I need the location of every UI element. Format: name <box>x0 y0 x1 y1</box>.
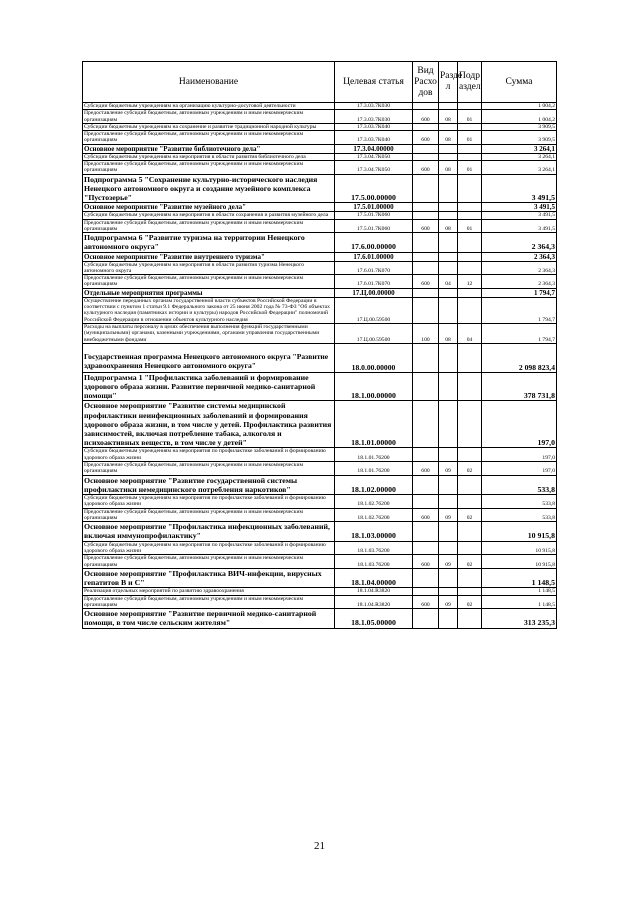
row-target-article-cell: 18.1.03.00000 <box>335 522 413 541</box>
row-sum-cell: 2 364,3 <box>482 261 557 275</box>
row-sum-cell: 3 264,1 <box>482 161 557 175</box>
row-sum-cell: 1 794,7 <box>482 323 557 343</box>
row-sum-cell: 10 915,8 <box>482 555 557 569</box>
row-target-article-cell: 18.1.04.R3820 <box>335 595 413 609</box>
row-name-cell: Предоставление субсидий бюджетным, автономным учреждениям и иным некоммерческим организациям <box>83 219 335 233</box>
table-row <box>83 219 557 233</box>
row-target-article-cell: 17.3.03.7К040 <box>335 123 413 130</box>
row-target-article-cell: 17.5.01.7К060 <box>335 212 413 219</box>
row-section-cell: 08 <box>439 219 458 233</box>
row-subsection-cell <box>458 252 482 261</box>
row-expense-type-cell <box>413 212 439 219</box>
row-subsection-cell <box>458 144 482 153</box>
row-expense-type-cell <box>413 522 439 541</box>
row-name-cell: Предоставление субсидий бюджетным, автономным учреждениям и иным некоммерческим организациям <box>83 161 335 175</box>
row-sum-cell: 533,8 <box>482 475 557 494</box>
row-section-cell: 04 <box>439 275 458 289</box>
row-subsection-cell <box>458 153 482 160</box>
row-expense-type-cell <box>413 252 439 261</box>
row-name-cell: Основное мероприятие "Развитие музейного дела" <box>83 203 335 212</box>
row-expense-type-cell <box>413 343 439 372</box>
row-section-cell <box>439 541 458 555</box>
row-section-cell: 08 <box>439 161 458 175</box>
row-section-cell <box>439 297 458 323</box>
row-section-cell <box>439 233 458 252</box>
row-subsection-cell <box>458 123 482 130</box>
table-row <box>83 161 557 175</box>
row-section-cell <box>439 103 458 110</box>
row-target-article-cell: 18.1.02.76200 <box>335 508 413 522</box>
budget-table-page <box>82 61 556 629</box>
row-name-cell: Основное мероприятие "Развитие государственной системы профилактики немедицинского потребления наркотиков" <box>83 475 335 494</box>
row-name-cell: Основное мероприятие "Развитие библиотечного дела" <box>83 144 335 153</box>
table-row <box>83 233 557 252</box>
row-sum-cell: 378 731,8 <box>482 372 557 401</box>
row-target-article-cell: 18.1.01.76200 <box>335 462 413 476</box>
row-subsection-cell <box>458 261 482 275</box>
row-name-cell: Предоставление субсидий бюджетным, автономным учреждениям и иным некоммерческим организациям <box>83 595 335 609</box>
row-expense-type-cell: 600 <box>413 131 439 145</box>
row-expense-type-cell: 100 <box>413 323 439 343</box>
row-subsection-cell: 01 <box>458 110 482 124</box>
table-row <box>83 609 557 628</box>
row-target-article-cell: 17.Ц.00.00000 <box>335 288 413 297</box>
row-subsection-cell <box>458 174 482 203</box>
table-row <box>83 475 557 494</box>
row-section-cell <box>439 401 458 448</box>
row-target-article-cell: 17.3.03.7К030 <box>335 110 413 124</box>
table-row <box>83 323 557 343</box>
row-name-cell: Предоставление субсидий бюджетным, автономным учреждениям и иным некоммерческим организациям <box>83 275 335 289</box>
row-sum-cell: 1 148,5 <box>482 588 557 595</box>
row-name-cell: Основное мероприятие "Профилактика инфекционных заболеваний, включая иммунопрофилактику" <box>83 522 335 541</box>
row-sum-cell: 1 148,5 <box>482 568 557 587</box>
row-sum-cell: 3 909,5 <box>482 123 557 130</box>
row-target-article-cell: 18.1.02.00000 <box>335 475 413 494</box>
row-sum-cell: 533,8 <box>482 508 557 522</box>
row-subsection-cell <box>458 233 482 252</box>
row-subsection-cell <box>458 103 482 110</box>
table-row <box>83 462 557 476</box>
table-row <box>83 174 557 203</box>
row-expense-type-cell <box>413 203 439 212</box>
row-section-cell <box>439 588 458 595</box>
row-subsection-cell <box>458 495 482 509</box>
row-subsection-cell: 02 <box>458 508 482 522</box>
budget-table <box>82 61 557 629</box>
row-subsection-cell: 02 <box>458 555 482 569</box>
row-name-cell: Предоставление субсидий бюджетным, автономным учреждениям и иным некоммерческим организациям <box>83 555 335 569</box>
row-section-cell <box>439 123 458 130</box>
row-expense-type-cell: 600 <box>413 555 439 569</box>
row-section-cell <box>439 448 458 462</box>
row-name-cell: Субсидии бюджетным учреждениям на мероприятия в области развития библиотечного дела <box>83 153 335 160</box>
row-sum-cell: 2 364,3 <box>482 275 557 289</box>
row-section-cell <box>439 609 458 628</box>
row-target-article-cell: 17.6.01.00000 <box>335 252 413 261</box>
table-row <box>83 522 557 541</box>
row-section-cell <box>439 203 458 212</box>
row-section-cell <box>439 212 458 219</box>
table-row <box>83 110 557 124</box>
row-expense-type-cell <box>413 401 439 448</box>
row-section-cell: 08 <box>439 323 458 343</box>
row-subsection-cell <box>458 297 482 323</box>
row-expense-type-cell <box>413 568 439 587</box>
row-expense-type-cell: 600 <box>413 508 439 522</box>
row-sum-cell: 3 909,5 <box>482 131 557 145</box>
row-sum-cell: 1 004,2 <box>482 103 557 110</box>
row-name-cell: Субсидии бюджетным учреждениям на мероприятия в области развития туризма Ненецкого автономного округа <box>83 261 335 275</box>
row-sum-cell: 10 915,8 <box>482 541 557 555</box>
table-row <box>83 212 557 219</box>
row-expense-type-cell <box>413 297 439 323</box>
row-name-cell: Субсидии бюджетным учреждениям на мероприятия по профилактике заболеваний и формированию здорового образа жизни <box>83 448 335 462</box>
row-expense-type-cell: 600 <box>413 161 439 175</box>
row-expense-type-cell <box>413 475 439 494</box>
row-target-article-cell: 17.3.04.7К050 <box>335 153 413 160</box>
row-section-cell <box>439 522 458 541</box>
row-expense-type-cell <box>413 609 439 628</box>
row-sum-cell: 533,8 <box>482 495 557 509</box>
row-target-article-cell: 18.1.01.76200 <box>335 448 413 462</box>
row-expense-type-cell: 600 <box>413 595 439 609</box>
table-row <box>83 297 557 323</box>
row-expense-type-cell: 600 <box>413 110 439 124</box>
row-subsection-cell <box>458 541 482 555</box>
row-sum-cell: 2 364,3 <box>482 252 557 261</box>
row-target-article-cell: 18.1.02.76200 <box>335 495 413 509</box>
row-section-cell: 09 <box>439 555 458 569</box>
row-expense-type-cell <box>413 174 439 203</box>
row-section-cell <box>439 372 458 401</box>
row-expense-type-cell <box>413 588 439 595</box>
row-section-cell: 09 <box>439 595 458 609</box>
table-row <box>83 595 557 609</box>
row-sum-cell: 3 264,1 <box>482 144 557 153</box>
row-sum-cell: 10 915,8 <box>482 522 557 541</box>
row-name-cell: Субсидии бюджетным учреждениям на мероприятия по профилактике заболеваний и формированию здорового образа жизни <box>83 541 335 555</box>
row-expense-type-cell <box>413 153 439 160</box>
row-expense-type-cell <box>413 495 439 509</box>
row-subsection-cell <box>458 288 482 297</box>
table-row <box>83 343 557 372</box>
table-row <box>83 275 557 289</box>
row-target-article-cell: 17.6.00.00000 <box>335 233 413 252</box>
row-sum-cell: 3 491,5 <box>482 174 557 203</box>
row-sum-cell: 1 794,7 <box>482 297 557 323</box>
row-section-cell: 09 <box>439 508 458 522</box>
row-expense-type-cell <box>413 541 439 555</box>
row-name-cell: Субсидии бюджетным учреждениям на сохранение и развитие традиционной народной культуры <box>83 123 335 130</box>
row-target-article-cell: 18.1.01.00000 <box>335 401 413 448</box>
row-sum-cell: 2 364,3 <box>482 233 557 252</box>
row-name-cell: Расходы на выплаты персоналу в целях обеспечения выполнения функций государственными (муниципальными) органами, казенными учреждениями, органами управления государственными внебюджетными фондами <box>83 323 335 343</box>
row-expense-type-cell <box>413 103 439 110</box>
row-section-cell <box>439 153 458 160</box>
row-section-cell <box>439 174 458 203</box>
row-subsection-cell: 01 <box>458 131 482 145</box>
row-expense-type-cell <box>413 288 439 297</box>
table-row <box>83 288 557 297</box>
table-header-row <box>83 62 557 103</box>
header-expense-type: Вид Расхо дов <box>413 62 439 103</box>
header-name: Наименование <box>83 62 335 103</box>
row-sum-cell: 3 491,5 <box>482 219 557 233</box>
table-row <box>83 448 557 462</box>
row-name-cell: Предоставление субсидий бюджетным, автономным учреждениям и иным некоммерческим организациям <box>83 110 335 124</box>
table-row <box>83 372 557 401</box>
page-number: 21 <box>314 840 325 852</box>
row-sum-cell: 197,0 <box>482 401 557 448</box>
row-subsection-cell: 01 <box>458 219 482 233</box>
row-name-cell: Подпрограмма 5 "Сохранение культурно-исторического наследия Ненецкого автономного округа и создание музейного комплекса "Пустозерье" <box>83 174 335 203</box>
row-section-cell <box>439 475 458 494</box>
row-target-article-cell: 17.Ц.00.59500 <box>335 297 413 323</box>
row-section-cell: 09 <box>439 462 458 476</box>
row-subsection-cell <box>458 203 482 212</box>
header-section: Разде л <box>439 62 458 103</box>
row-name-cell: Основное мероприятие "Развитие первичной медико-санитарной помощи, в том числе сельским жителям" <box>83 609 335 628</box>
row-target-article-cell: 18.1.00.00000 <box>335 372 413 401</box>
header-subsection: Подр аздел <box>458 62 482 103</box>
row-sum-cell: 3 491,5 <box>482 212 557 219</box>
row-target-article-cell: 18.1.04.00000 <box>335 568 413 587</box>
row-sum-cell: 3 264,1 <box>482 153 557 160</box>
row-name-cell: Предоставление субсидий бюджетным, автономным учреждениям и иным некоммерческим организациям <box>83 508 335 522</box>
header-sum: Сумма <box>482 62 557 103</box>
row-section-cell: 08 <box>439 110 458 124</box>
row-subsection-cell <box>458 372 482 401</box>
row-subsection-cell: 04 <box>458 323 482 343</box>
row-name-cell: Предоставление субсидий бюджетным, автономным учреждениям и иным некоммерческим организациям <box>83 462 335 476</box>
row-target-article-cell: 17.5.00.00000 <box>335 174 413 203</box>
row-target-article-cell: 17.3.03.7К040 <box>335 131 413 145</box>
row-target-article-cell: 17.3.03.7К030 <box>335 103 413 110</box>
row-name-cell: Реализация отдельных мероприятий по развитию здравоохранения <box>83 588 335 595</box>
row-name-cell: Основное мероприятие "Развитие системы медицинской профилактики неинфекционных заболеваний и формирования здорового образа жизни, в том числе у детей. Профилактика развития зависимостей, включая потребление табака, алкоголя и психоактивных веществ, в том числе у детей" <box>83 401 335 448</box>
table-row <box>83 508 557 522</box>
header-target-article: Целевая статья <box>335 62 413 103</box>
row-sum-cell: 2 098 823,4 <box>482 343 557 372</box>
row-sum-cell: 1 148,5 <box>482 595 557 609</box>
row-sum-cell: 197,0 <box>482 462 557 476</box>
row-name-cell: Подпрограмма 6 "Развитие туризма на территории Ненецкого автономного округа" <box>83 233 335 252</box>
row-section-cell <box>439 343 458 372</box>
row-target-article-cell: 18.0.00.00000 <box>335 343 413 372</box>
row-name-cell: Предоставление субсидий бюджетным, автономным учреждениям и иным некоммерческим организациям <box>83 131 335 145</box>
table-row <box>83 541 557 555</box>
row-target-article-cell: 18.1.03.76200 <box>335 555 413 569</box>
row-target-article-cell: 17.Ц.00.59500 <box>335 323 413 343</box>
row-expense-type-cell <box>413 144 439 153</box>
row-target-article-cell: 17.3.04.00000 <box>335 144 413 153</box>
row-section-cell: 08 <box>439 131 458 145</box>
row-subsection-cell <box>458 475 482 494</box>
row-subsection-cell <box>458 401 482 448</box>
row-sum-cell: 1 794,7 <box>482 288 557 297</box>
row-name-cell: Осуществление переданных органам государственной власти субъектов Российской Федерации в соответствии с пунктом 1 статьи 9.1 Федерального закона от 25 июня 2002 года № 73-ФЗ "Об объектах культурного наследия (памятниках истории и культуры) народов Российской Федерации" полномочий Российской Федерации в отношении объектов культурного наследия <box>83 297 335 323</box>
row-target-article-cell: 17.5.01.00000 <box>335 203 413 212</box>
row-section-cell <box>439 288 458 297</box>
table-row <box>83 203 557 212</box>
row-subsection-cell: 12 <box>458 275 482 289</box>
row-sum-cell: 1 004,2 <box>482 110 557 124</box>
row-subsection-cell <box>458 588 482 595</box>
row-subsection-cell <box>458 343 482 372</box>
row-name-cell: Государственная программа Ненецкого автономного округа "Развитие здравоохранения Ненецкого автономного округа" <box>83 343 335 372</box>
row-subsection-cell <box>458 522 482 541</box>
table-row <box>83 401 557 448</box>
row-subsection-cell: 02 <box>458 462 482 476</box>
row-section-cell <box>439 261 458 275</box>
row-target-article-cell: 17.3.04.7К050 <box>335 161 413 175</box>
table-row <box>83 588 557 595</box>
row-sum-cell: 313 235,3 <box>482 609 557 628</box>
row-sum-cell: 3 491,5 <box>482 203 557 212</box>
row-name-cell: Субсидии бюджетным учреждениям на мероприятия по профилактике заболеваний и формированию здорового образа жизни <box>83 495 335 509</box>
row-expense-type-cell <box>413 233 439 252</box>
row-target-article-cell: 18.1.04.R3820 <box>335 588 413 595</box>
table-row <box>83 144 557 153</box>
row-target-article-cell: 18.1.05.00000 <box>335 609 413 628</box>
table-row <box>83 261 557 275</box>
row-section-cell <box>439 495 458 509</box>
row-expense-type-cell <box>413 448 439 462</box>
row-expense-type-cell <box>413 372 439 401</box>
row-name-cell: Субсидии бюджетным учреждениям на организацию культурно-досуговой деятельности <box>83 103 335 110</box>
table-row <box>83 103 557 110</box>
row-subsection-cell <box>458 609 482 628</box>
row-section-cell <box>439 568 458 587</box>
row-subsection-cell <box>458 212 482 219</box>
table-row <box>83 568 557 587</box>
row-subsection-cell: 02 <box>458 595 482 609</box>
row-expense-type-cell: 600 <box>413 462 439 476</box>
table-row <box>83 495 557 509</box>
row-name-cell: Субсидии бюджетным учреждениям на мероприятия в области сохранения и развития музейного дела <box>83 212 335 219</box>
row-section-cell <box>439 252 458 261</box>
row-target-article-cell: 18.1.03.76200 <box>335 541 413 555</box>
row-target-article-cell: 17.5.01.7К060 <box>335 219 413 233</box>
row-expense-type-cell: 600 <box>413 219 439 233</box>
row-section-cell <box>439 144 458 153</box>
table-row <box>83 131 557 145</box>
row-subsection-cell <box>458 568 482 587</box>
row-expense-type-cell: 600 <box>413 275 439 289</box>
table-row <box>83 252 557 261</box>
row-subsection-cell: 01 <box>458 161 482 175</box>
row-expense-type-cell <box>413 261 439 275</box>
row-sum-cell: 197,0 <box>482 448 557 462</box>
row-name-cell: Основное мероприятие "Профилактика ВИЧ-инфекции, вирусных гепатитов В и С" <box>83 568 335 587</box>
row-subsection-cell <box>458 448 482 462</box>
row-target-article-cell: 17.6.01.7К070 <box>335 261 413 275</box>
row-expense-type-cell <box>413 123 439 130</box>
row-target-article-cell: 17.6.01.7К070 <box>335 275 413 289</box>
table-row <box>83 123 557 130</box>
table-row <box>83 153 557 160</box>
row-name-cell: Основное мероприятие "Развитие внутреннего туризма" <box>83 252 335 261</box>
row-name-cell: Подпрограмма 1 "Профилактика заболеваний и формирование здорового образа жизни. Развитие первичной медико-санитарной помощи" <box>83 372 335 401</box>
row-name-cell: Отдельные мероприятия программы <box>83 288 335 297</box>
table-row <box>83 555 557 569</box>
